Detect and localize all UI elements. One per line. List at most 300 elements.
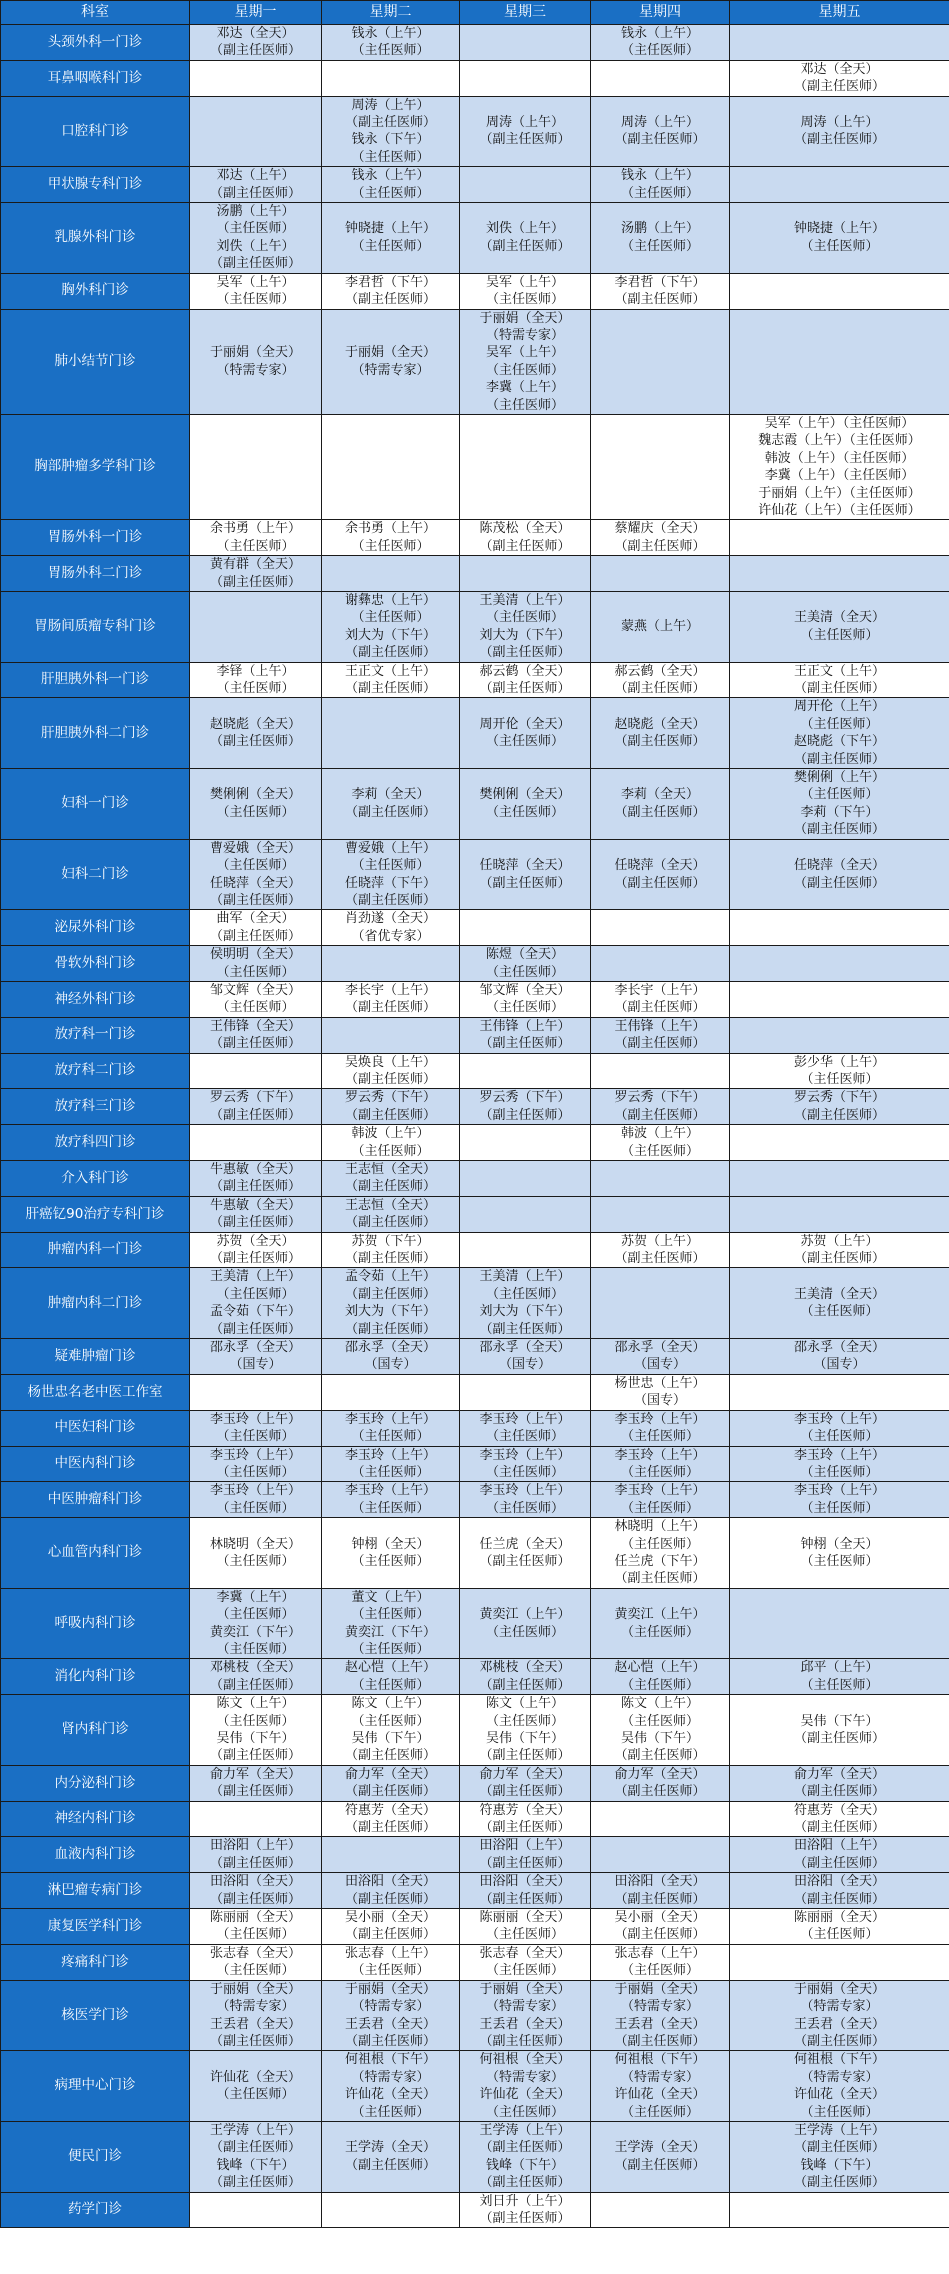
schedule-cell xyxy=(190,60,322,96)
schedule-cell xyxy=(322,1659,460,1695)
doctor-line: （主任医师） xyxy=(485,1963,564,1979)
doctor-line: （副主任医师） xyxy=(344,115,436,131)
schedule-row xyxy=(1,167,949,203)
schedule-cell xyxy=(591,769,730,840)
schedule-row xyxy=(1,1125,949,1161)
schedule-cell xyxy=(591,520,730,556)
schedule-cell xyxy=(591,1482,730,1518)
doctor-line: 韩波（上午） xyxy=(620,1126,699,1142)
schedule-cell xyxy=(190,1089,322,1125)
schedule-cell xyxy=(460,981,591,1017)
dept-name: 口腔科门诊 xyxy=(1,96,190,167)
header-friday: 星期五 xyxy=(730,1,949,25)
schedule-row xyxy=(1,1801,949,1837)
doctor-line: 吴伟（下午） xyxy=(485,1731,564,1746)
schedule-cell xyxy=(190,1695,322,1766)
doctor-line: （主任医师） xyxy=(800,627,879,643)
doctor-line: （主任医师） xyxy=(800,1553,879,1569)
doctor-line: （副主任医师） xyxy=(479,681,571,697)
doctor-line: 俞力军（全天） xyxy=(209,1766,301,1782)
doctor-line: 侯明明（全天） xyxy=(209,947,301,963)
schedule-cell xyxy=(460,592,591,663)
doctor-line: 刘大为（下午） xyxy=(479,627,571,643)
schedule-cell xyxy=(730,592,949,663)
schedule-row xyxy=(1,1909,949,1945)
doctor-line: 于丽娟（上午）（主任医师） xyxy=(758,485,921,501)
doctor-line: 李玉玲（上午） xyxy=(614,1411,706,1427)
schedule-cell xyxy=(460,1909,591,1945)
schedule-cell xyxy=(730,1017,949,1053)
doctor-line: 李君哲（下午） xyxy=(344,274,436,290)
doctor-line: （副主任医师） xyxy=(614,132,706,148)
doctor-line: 苏贺（上午） xyxy=(800,1233,879,1249)
doctor-line: （副主任医师） xyxy=(793,822,885,838)
doctor-line: 王丢君（全天） xyxy=(793,2016,885,2032)
doctor-line: 许仙花（全天） xyxy=(479,2087,571,2103)
dept-name: 放疗科三门诊 xyxy=(1,1089,190,1125)
doctor-line: （副主任医师） xyxy=(614,1571,706,1587)
doctor-line: 陈煜（全天） xyxy=(485,947,564,963)
schedule-row xyxy=(1,520,949,556)
dept-name: 胃肠外科一门诊 xyxy=(1,520,190,556)
doctor-line: 王丢君（全天） xyxy=(479,2016,571,2032)
doctor-line: 李冀（上午）（主任医师） xyxy=(764,468,915,484)
schedule-cell xyxy=(190,414,322,519)
schedule-cell xyxy=(322,1125,460,1161)
doctor-line: （副主任医师） xyxy=(344,1891,436,1907)
doctor-line: 许仙花（全天） xyxy=(614,2087,706,2103)
dept-name: 介入科门诊 xyxy=(1,1161,190,1197)
dept-name: 肝胆胰外科二门诊 xyxy=(1,698,190,769)
doctor-line: （国专） xyxy=(229,1357,282,1373)
doctor-line: 陈茂松（全天） xyxy=(479,521,571,537)
dept-name: 核医学门诊 xyxy=(1,1980,190,2051)
schedule-cell xyxy=(730,1482,949,1518)
schedule-cell xyxy=(322,96,460,167)
doctor-line: （副主任医师） xyxy=(793,2175,885,2191)
doctor-line: （主任医师） xyxy=(620,238,699,254)
doctor-line: 于丽娟（全天） xyxy=(793,1981,885,1997)
doctor-line: 任晓萍（下午） xyxy=(344,875,436,891)
schedule-row xyxy=(1,1053,949,1089)
doctor-line: （副主任医师） xyxy=(793,751,885,767)
schedule-cell xyxy=(190,520,322,556)
schedule-cell xyxy=(591,1017,730,1053)
doctor-line: （副主任医师） xyxy=(614,538,706,554)
doctor-line: （副主任医师） xyxy=(344,2033,436,2049)
schedule-cell xyxy=(460,520,591,556)
schedule-cell xyxy=(591,2051,730,2122)
doctor-line: （主任医师） xyxy=(620,1536,699,1552)
schedule-cell xyxy=(460,1873,591,1909)
schedule-row xyxy=(1,769,949,840)
doctor-line: 黄奕江（上午） xyxy=(479,1607,571,1623)
schedule-cell xyxy=(591,1765,730,1801)
dept-name: 肿瘤内科一门诊 xyxy=(1,1232,190,1268)
doctor-line: 陈文（上午） xyxy=(351,1696,430,1712)
doctor-line: （副主任医师） xyxy=(344,1251,436,1267)
dept-name: 呼吸内科门诊 xyxy=(1,1588,190,1659)
schedule-cell xyxy=(322,698,460,769)
doctor-line: （主任医师） xyxy=(351,538,430,554)
doctor-line: （主任医师） xyxy=(216,1927,295,1943)
doctor-line: 于丽娟（全天） xyxy=(479,310,571,326)
schedule-cell xyxy=(730,203,949,274)
doctor-line: 林晓明（全天） xyxy=(209,1536,301,1552)
doctor-line: 周开伦（全天） xyxy=(479,716,571,732)
doctor-line: （主任医师） xyxy=(351,858,430,874)
schedule-cell xyxy=(190,1053,322,1089)
schedule-cell xyxy=(730,662,949,698)
doctor-line: 刘大为（下午） xyxy=(344,627,436,643)
schedule-row xyxy=(1,1944,949,1980)
schedule-cell xyxy=(591,273,730,309)
doctor-line: 任晓萍（全天） xyxy=(614,858,706,874)
doctor-line: （副主任医师） xyxy=(479,1784,571,1800)
doctor-line: 吴伟（下午） xyxy=(216,1731,295,1746)
schedule-cell xyxy=(591,96,730,167)
schedule-cell xyxy=(591,1837,730,1873)
schedule-row xyxy=(1,1837,949,1873)
doctor-line: （主任医师） xyxy=(800,787,879,803)
dept-name: 肝胆胰外科一门诊 xyxy=(1,662,190,698)
doctor-line: （副主任医师） xyxy=(479,238,571,254)
schedule-row xyxy=(1,592,949,663)
doctor-line: （特需专家） xyxy=(216,1999,295,2015)
doctor-line: 罗云秀（下午） xyxy=(793,1090,885,1106)
schedule-row xyxy=(1,662,949,698)
doctor-line: 李玉玲（上午） xyxy=(209,1483,301,1499)
schedule-cell xyxy=(730,1518,949,1589)
schedule-cell xyxy=(460,946,591,982)
schedule-cell xyxy=(730,25,949,61)
doctor-line: （副主任医师） xyxy=(614,1748,706,1764)
doctor-line: （国专） xyxy=(498,1357,551,1373)
doctor-line: （副主任医师） xyxy=(793,1251,885,1267)
schedule-row xyxy=(1,2121,949,2192)
schedule-row xyxy=(1,1339,949,1375)
schedule-cell xyxy=(190,1765,322,1801)
doctor-line: 汤鹏（上午） xyxy=(216,204,295,220)
doctor-line: 任晓萍（全天） xyxy=(793,858,885,874)
schedule-row xyxy=(1,203,949,274)
doctor-line: 韩波（上午） xyxy=(351,1126,430,1142)
doctor-line: 陈文（上午） xyxy=(216,1696,295,1712)
doctor-line: （主任医师） xyxy=(351,1677,430,1693)
doctor-line: （副主任医师） xyxy=(479,538,571,554)
doctor-line: 吴军（上午） xyxy=(485,345,564,361)
doctor-line: （副主任医师） xyxy=(209,734,301,750)
schedule-cell xyxy=(190,662,322,698)
dept-name: 中医妇科门诊 xyxy=(1,1410,190,1446)
doctor-line: （主任医师） xyxy=(216,1641,295,1657)
doctor-line: 李玉玲（上午） xyxy=(479,1483,571,1499)
doctor-line: （主任医师） xyxy=(620,43,699,59)
doctor-line: 李玉玲（上午） xyxy=(614,1447,706,1463)
schedule-cell xyxy=(730,839,949,910)
schedule-cell xyxy=(190,1980,322,2051)
schedule-cell xyxy=(730,698,949,769)
doctor-line: 余书勇（上午） xyxy=(344,521,436,537)
doctor-line: （副主任医师） xyxy=(344,1000,436,1016)
doctor-line: （副主任医师） xyxy=(209,2033,301,2049)
doctor-line: 李玉玲（上午） xyxy=(793,1411,885,1427)
schedule-row xyxy=(1,1980,949,2051)
doctor-line: 赵心恺（上午） xyxy=(344,1660,436,1676)
schedule-row xyxy=(1,1196,949,1232)
dept-name: 乳腺外科门诊 xyxy=(1,203,190,274)
doctor-line: （副主任医师） xyxy=(344,2157,436,2173)
doctor-line: （主任医师） xyxy=(216,1713,295,1729)
schedule-cell xyxy=(591,309,730,414)
dept-name: 甲状腺专科门诊 xyxy=(1,167,190,203)
schedule-cell xyxy=(591,1125,730,1161)
schedule-cell xyxy=(460,1837,591,1873)
schedule-row xyxy=(1,1695,949,1766)
doctor-line: （副主任医师） xyxy=(614,734,706,750)
doctor-line: （主任医师） xyxy=(351,1963,430,1979)
dept-name: 胸外科门诊 xyxy=(1,273,190,309)
dept-name: 胃肠间质瘤专科门诊 xyxy=(1,592,190,663)
schedule-cell xyxy=(730,1053,949,1089)
schedule-cell xyxy=(730,1374,949,1410)
doctor-line: （副主任医师） xyxy=(344,1748,436,1764)
doctor-line: （主任医师） xyxy=(216,1286,295,1302)
doctor-line: 邵永孚（全天） xyxy=(793,1340,885,1356)
schedule-cell xyxy=(322,1232,460,1268)
dept-name: 中医内科门诊 xyxy=(1,1446,190,1482)
doctor-line: 张志春（全天） xyxy=(209,1945,301,1961)
dept-name: 淋巴瘤专病门诊 xyxy=(1,1873,190,1909)
doctor-line: （主任医师） xyxy=(485,964,564,980)
schedule-cell xyxy=(460,556,591,592)
dept-name: 消化内科门诊 xyxy=(1,1659,190,1695)
doctor-line: 曹爱娥（全天） xyxy=(209,840,301,856)
doctor-line: （副主任医师） xyxy=(479,1677,571,1693)
schedule-cell xyxy=(322,60,460,96)
schedule-cell xyxy=(322,1339,460,1375)
doctor-line: 罗云秀（下午） xyxy=(614,1090,706,1106)
doctor-line: 王正文（上午） xyxy=(344,663,436,679)
doctor-line: （主任医师） xyxy=(800,1464,879,1480)
doctor-line: 王学涛（上午） xyxy=(793,2122,885,2138)
doctor-line: 郝云鹤（全天） xyxy=(479,663,571,679)
schedule-cell xyxy=(591,910,730,946)
doctor-line: 钱峰（下午） xyxy=(485,2157,564,2173)
doctor-line: 郝云鹤（全天） xyxy=(614,663,706,679)
doctor-line: 牛惠敏（全天） xyxy=(209,1162,301,1177)
schedule-cell xyxy=(190,698,322,769)
doctor-line: 刘日升（上午） xyxy=(479,2193,571,2209)
doctor-line: 李冀（上午） xyxy=(485,380,564,396)
schedule-cell xyxy=(460,1446,591,1482)
schedule-cell xyxy=(730,1161,949,1197)
dept-name: 胃肠外科二门诊 xyxy=(1,556,190,592)
doctor-line: 于丽娟（全天） xyxy=(344,1981,436,1997)
schedule-row xyxy=(1,96,949,167)
doctor-line: 蒙燕（上午） xyxy=(620,619,699,635)
schedule-body xyxy=(1,25,949,2228)
doctor-line: （特需专家） xyxy=(800,2069,879,2085)
doctor-line: （副主任医师） xyxy=(344,1784,436,1800)
schedule-cell xyxy=(190,981,322,1017)
schedule-row xyxy=(1,1765,949,1801)
dept-name: 耳鼻咽喉科门诊 xyxy=(1,60,190,96)
schedule-cell xyxy=(460,1196,591,1232)
schedule-cell xyxy=(591,1339,730,1375)
doctor-line: （主任医师） xyxy=(216,292,295,308)
schedule-cell xyxy=(190,1161,322,1197)
doctor-line: 邓桃枝（全天） xyxy=(479,1660,571,1676)
schedule-cell xyxy=(322,1909,460,1945)
schedule-cell xyxy=(460,96,591,167)
schedule-cell xyxy=(591,1695,730,1766)
doctor-line: 李玉玲（上午） xyxy=(209,1447,301,1463)
schedule-cell xyxy=(460,662,591,698)
schedule-cell xyxy=(322,1482,460,1518)
doctor-line: （主任医师） xyxy=(485,292,564,308)
dept-name: 放疗科二门诊 xyxy=(1,1053,190,1089)
doctor-line: （主任医师） xyxy=(620,1500,699,1516)
schedule-cell xyxy=(591,1089,730,1125)
doctor-line: 黄奕江（上午） xyxy=(614,1607,706,1623)
doctor-line: 邓达（上午） xyxy=(216,168,295,184)
schedule-cell xyxy=(591,1873,730,1909)
doctor-line: （主任医师） xyxy=(800,716,879,732)
schedule-cell xyxy=(190,203,322,274)
dept-name: 肺小结节门诊 xyxy=(1,309,190,414)
schedule-cell xyxy=(460,1232,591,1268)
schedule-cell xyxy=(190,1339,322,1375)
doctor-line: 邓达（全天） xyxy=(800,61,879,77)
schedule-cell xyxy=(460,1410,591,1446)
doctor-line: 周涛（上午） xyxy=(620,115,699,131)
schedule-cell xyxy=(460,1339,591,1375)
doctor-line: （副主任医师） xyxy=(344,804,436,820)
schedule-cell xyxy=(730,1232,949,1268)
doctor-line: （主任医师） xyxy=(620,1143,699,1159)
schedule-cell xyxy=(322,273,460,309)
schedule-cell xyxy=(190,839,322,910)
doctor-line: 陈文（上午） xyxy=(485,1696,564,1712)
doctor-line: （副主任医师） xyxy=(344,892,436,908)
schedule-row xyxy=(1,556,949,592)
schedule-cell xyxy=(190,556,322,592)
doctor-line: （主任医师） xyxy=(800,238,879,254)
doctor-line: （副主任医师） xyxy=(209,1677,301,1693)
doctor-line: 王伟锋（上午） xyxy=(479,1018,571,1034)
schedule-cell xyxy=(190,1125,322,1161)
doctor-line: 钟栩（全天） xyxy=(351,1536,430,1552)
schedule-cell xyxy=(591,2121,730,2192)
doctor-line: （副主任医师） xyxy=(793,2033,885,2049)
doctor-line: （主任医师） xyxy=(485,804,564,820)
schedule-cell xyxy=(460,769,591,840)
doctor-line: 陈丽丽（全天） xyxy=(209,1910,301,1926)
schedule-cell xyxy=(460,698,591,769)
schedule-cell xyxy=(591,25,730,61)
header-tuesday: 星期二 xyxy=(322,1,460,25)
doctor-line: 韩波（上午）（主任医师） xyxy=(764,450,915,466)
doctor-line: 何祖根（全天） xyxy=(479,2052,571,2068)
doctor-line: （副主任医师） xyxy=(793,79,885,95)
schedule-cell xyxy=(730,910,949,946)
doctor-line: （副主任医师） xyxy=(614,1927,706,1943)
doctor-line: 王美清（上午） xyxy=(479,593,571,608)
doctor-line: （主任医师） xyxy=(216,804,295,820)
doctor-line: 李玉玲（上午） xyxy=(793,1447,885,1463)
doctor-line: （特需专家） xyxy=(620,1999,699,2015)
schedule-row xyxy=(1,1232,949,1268)
doctor-line: 田浴阳（全天） xyxy=(344,1874,436,1890)
doctor-line: 吴伟（下午） xyxy=(620,1731,699,1746)
doctor-line: （主任医师） xyxy=(620,1464,699,1480)
doctor-line: 蔡耀庆（全天） xyxy=(614,521,706,537)
schedule-cell xyxy=(460,1588,591,1659)
doctor-line: 田浴阳（上午） xyxy=(209,1838,301,1854)
doctor-line: 邵永孚（全天） xyxy=(614,1340,706,1356)
doctor-line: （主任医师） xyxy=(620,1713,699,1729)
doctor-line: 王美清（上午） xyxy=(209,1269,301,1285)
schedule-cell xyxy=(322,839,460,910)
dept-name: 杨世忠名老中医工作室 xyxy=(1,1374,190,1410)
header-monday: 星期一 xyxy=(190,1,322,25)
schedule-cell xyxy=(730,1268,949,1339)
doctor-line: 陈文（上午） xyxy=(620,1696,699,1712)
schedule-row xyxy=(1,946,949,982)
doctor-line: 陈丽丽（全天） xyxy=(793,1910,885,1926)
doctor-line: 许仙花（全天） xyxy=(793,2087,885,2103)
schedule-cell xyxy=(591,414,730,519)
schedule-cell xyxy=(190,273,322,309)
header-dept: 科室 xyxy=(1,1,190,25)
schedule-cell xyxy=(730,1446,949,1482)
doctor-line: （副主任医师） xyxy=(479,1820,571,1836)
doctor-line: 孟令茹（下午） xyxy=(209,1304,301,1320)
doctor-line: （副主任医师） xyxy=(479,2033,571,2049)
schedule-row xyxy=(1,309,949,414)
doctor-line: 王伟锋（上午） xyxy=(614,1018,706,1034)
doctor-line: 钱永（上午） xyxy=(351,168,430,184)
doctor-line: （主任医师） xyxy=(216,2087,295,2103)
doctor-line: 许仙花（全天） xyxy=(209,2069,301,2085)
doctor-line: （主任医师） xyxy=(216,1963,295,1979)
schedule-cell xyxy=(460,1125,591,1161)
header-row xyxy=(1,1,949,25)
doctor-line: （主任医师） xyxy=(216,1429,295,1445)
doctor-line: （副主任医师） xyxy=(614,1000,706,1016)
doctor-line: （省优专家） xyxy=(351,928,430,944)
doctor-line: 符惠芳（全天） xyxy=(479,1802,571,1818)
doctor-line: （主任医师） xyxy=(216,1500,295,1516)
schedule-cell xyxy=(190,1909,322,1945)
schedule-cell xyxy=(190,1944,322,1980)
schedule-cell xyxy=(460,1944,591,1980)
doctor-line: 钱永（上午） xyxy=(620,168,699,184)
doctor-line: （副主任医师） xyxy=(793,132,885,148)
schedule-cell xyxy=(460,25,591,61)
schedule-cell xyxy=(591,1053,730,1089)
doctor-line: 李玉玲（上午） xyxy=(479,1447,571,1463)
doctor-line: 王丢君（全天） xyxy=(344,2016,436,2032)
doctor-line: （副主任医师） xyxy=(614,1036,706,1052)
schedule-row xyxy=(1,981,949,1017)
doctor-line: （副主任医师） xyxy=(479,2175,571,2191)
doctor-line: 李君哲（下午） xyxy=(614,274,706,290)
schedule-row xyxy=(1,839,949,910)
doctor-line: （主任医师） xyxy=(620,1677,699,1693)
doctor-line: （主任医师） xyxy=(216,538,295,554)
